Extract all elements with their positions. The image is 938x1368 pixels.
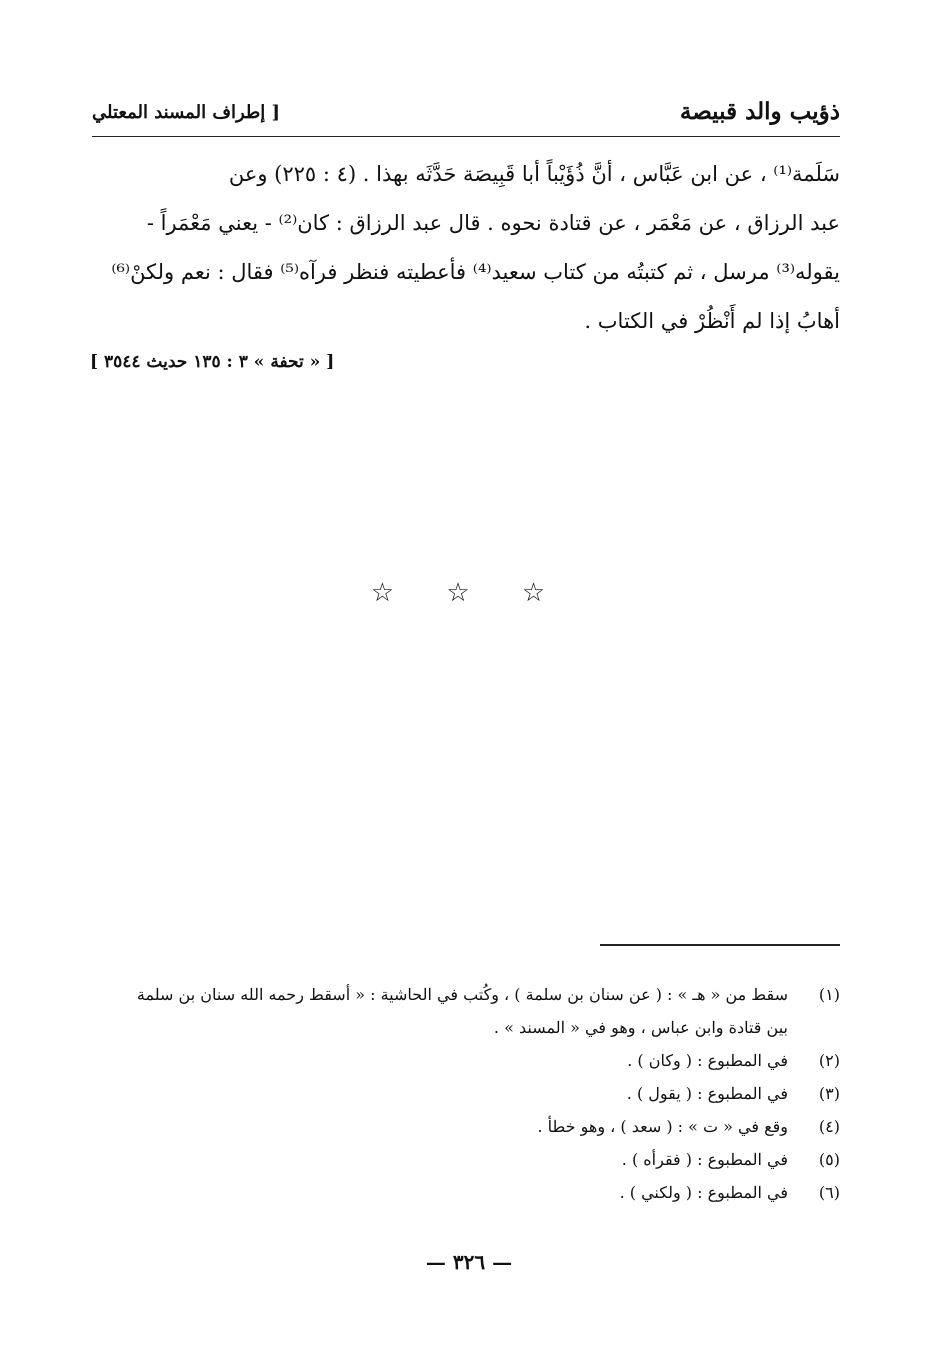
- footnote-rule: [600, 944, 840, 946]
- footnote-number: (٣): [818, 1084, 840, 1103]
- book-title: [ إطراف المسند المعتلي: [92, 102, 281, 123]
- footnote: [94, 978, 840, 1044]
- footnote-text: في المطبوع : ( ولكني ) .: [619, 1183, 788, 1202]
- footnote-text: في المطبوع : ( فقرأه ) .: [621, 1150, 788, 1169]
- footnote: [94, 1077, 840, 1110]
- section-separator-stars: ☆ ☆ ☆: [370, 578, 568, 608]
- footnote-number: (٤): [818, 1117, 840, 1136]
- footnotes: [94, 978, 840, 1209]
- footnote-text: وقع في « ت » : ( سعد ) ، وهو خطأ .: [537, 1117, 788, 1136]
- footnote: [94, 1110, 840, 1143]
- footnote-number: (٦): [818, 1183, 840, 1202]
- footnote: [94, 1143, 840, 1176]
- text-line: عبد الرزاق ، عن مَعْمَر ، عن قتادة نحوه . قال عبد الرزاق : كان⁽²⁾ - يعني مَعْمَراً -: [146, 211, 840, 235]
- text-line: يقوله⁽³⁾ مرسل ، ثم كتبتُه من كتاب سعيد⁽⁴⁾ فأعطيته فنظر فرآه⁽⁵⁾ فقال : نعم ولكنْ⁽⁶⁾: [111, 260, 840, 284]
- running-header: [92, 96, 840, 137]
- text-line: سَلَمة⁽¹⁾ ، عن ابن عَبَّاس ، أنَّ ذُؤَيْباً أبا قَبِيصَة حَدَّثَه بهذا . (٤ : ٢٢٥) وعن: [228, 162, 840, 186]
- footnote-text: في المطبوع : ( يقول ) .: [626, 1084, 788, 1103]
- footnote: [94, 1176, 840, 1209]
- main-text: [94, 150, 840, 346]
- page-number: — ٣٢٦ —: [425, 1250, 513, 1274]
- footnote-number: (٢): [818, 1051, 840, 1070]
- footnote-number: (٥): [818, 1150, 840, 1169]
- footnote-text: سقط من « هـ » : ( عن سنان بن سلمة ) ، وكُتب في الحاشية : « أسقط رحمه الله سنان بن سلمة: [136, 985, 788, 1004]
- footnote-text: بين قتادة وابن عباس ، وهو في « المسند » .: [493, 1018, 788, 1037]
- footnote: [94, 1044, 840, 1077]
- text-line: أهابُ إذا لم أَنْظُرْ في الكتاب .: [584, 309, 840, 333]
- footnote-number: (١): [818, 985, 840, 1004]
- tuhfa-reference: [ « تحفة » ٣ : ١٣٥ حديث ٣٥٤٤ ]: [90, 352, 335, 372]
- footnote-text: في المطبوع : ( وكان ) .: [627, 1051, 788, 1070]
- chapter-title: ذؤيب والد قبيصة: [679, 98, 840, 125]
